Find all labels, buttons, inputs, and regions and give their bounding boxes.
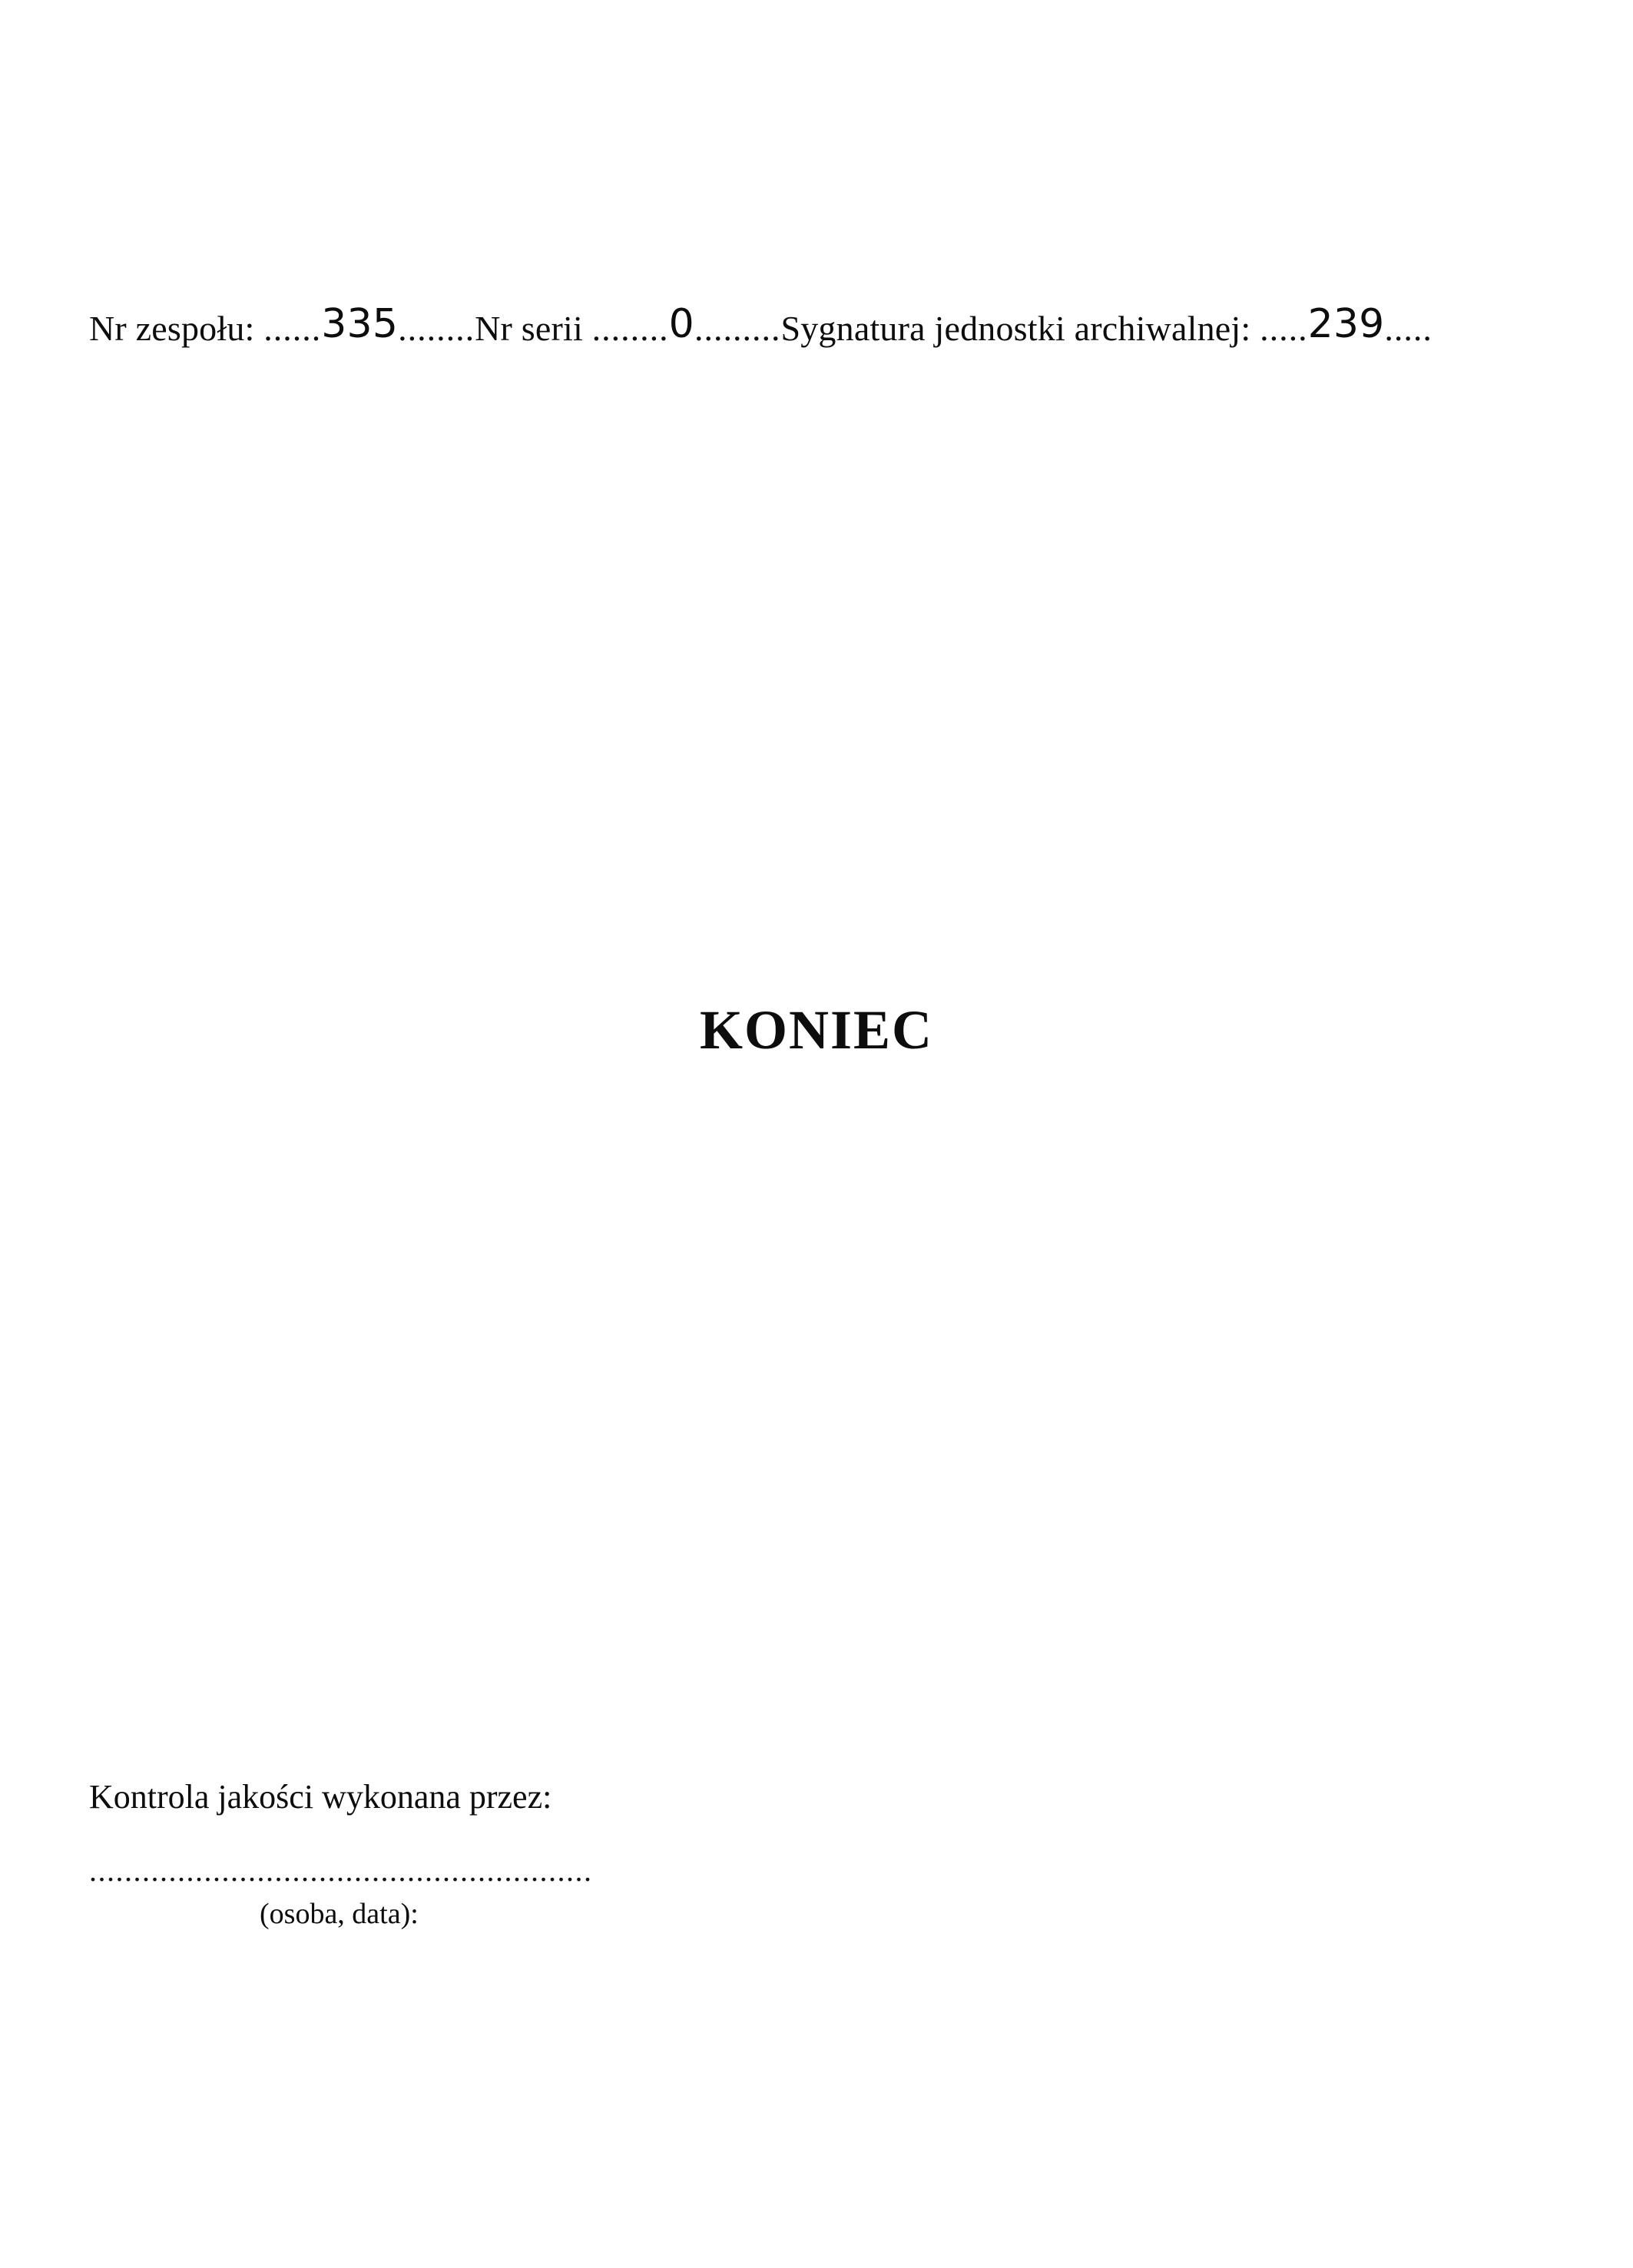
unit-dots-leading: ..... xyxy=(1260,309,1308,348)
archival-unit-signature-value: 239 xyxy=(1307,301,1385,347)
fonds-dots-leading: ...... xyxy=(263,309,322,348)
series-number-value: 0 xyxy=(668,301,694,347)
archival-identifier-line xyxy=(89,301,1549,349)
series-dots-trailing: ......... xyxy=(694,309,781,348)
fonds-dots-trailing: ........ xyxy=(398,309,475,348)
fonds-number-label: Nr zespołu: xyxy=(89,309,255,348)
unit-dots-trailing: ..... xyxy=(1384,309,1433,348)
quality-control-block xyxy=(89,1776,593,1933)
archival-unit-signature-label: Sygnatura jednostki archiwalnej: xyxy=(780,309,1251,348)
fonds-number-value: 335 xyxy=(321,301,399,347)
end-marker: KONIEC xyxy=(699,999,934,1061)
signature-caption: (osoba, data): xyxy=(260,1898,419,1930)
series-number-label: Nr serii xyxy=(475,309,583,348)
quality-control-label: Kontrola jakości wykonana przez: xyxy=(89,1778,552,1816)
series-dots-leading: ........ xyxy=(591,309,669,348)
signature-dotted-rule: ......................................................... xyxy=(89,1853,593,1888)
